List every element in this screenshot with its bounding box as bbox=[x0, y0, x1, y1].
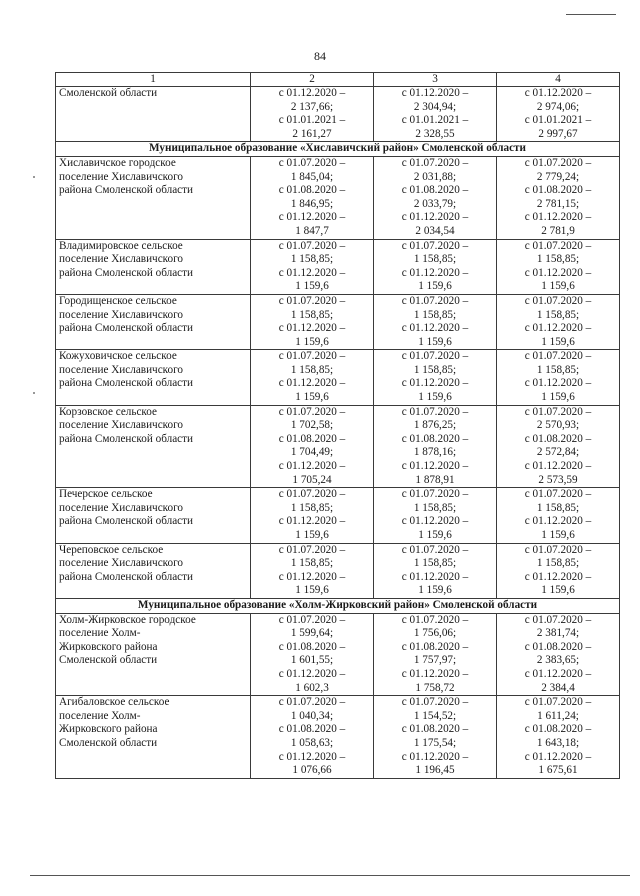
cell-line: 2 781,15; bbox=[536, 197, 580, 210]
cell-line: 1 705,24 bbox=[292, 473, 332, 486]
cell-line: 1 158,85; bbox=[536, 308, 580, 321]
cell-line: Смоленской области bbox=[59, 654, 158, 667]
cell-line: 2 031,88; bbox=[413, 170, 457, 183]
cell-line: района Смоленской области bbox=[59, 377, 194, 390]
cell-line: 1 757,97; bbox=[413, 654, 457, 667]
tariff-cell bbox=[497, 543, 620, 598]
cell-line: с 01.12.2020 – bbox=[401, 322, 469, 335]
cell-line: с 01.07.2020 – bbox=[524, 696, 592, 709]
cell-line: с 01.12.2020 – bbox=[524, 211, 592, 224]
cell-line: с 01.12.2020 – bbox=[278, 322, 346, 335]
cell-line: поселение Хиславичского bbox=[59, 557, 184, 570]
cell-line: 1 702,58; bbox=[290, 419, 334, 432]
cell-line: с 01.12.2020 – bbox=[278, 87, 346, 99]
bottom-rule bbox=[30, 875, 630, 876]
cell-line: с 01.07.2020 – bbox=[278, 294, 346, 307]
cell-line: с 01.12.2020 – bbox=[278, 460, 346, 473]
cell-line: района Смоленской области bbox=[59, 322, 194, 335]
cell-line: 2 570,93; bbox=[536, 419, 580, 432]
cell-line: Кожуховичское сельское bbox=[59, 350, 177, 363]
tariff-cell bbox=[497, 613, 620, 696]
tariff-cell bbox=[497, 87, 620, 142]
cell-line: с 01.08.2020 – bbox=[278, 432, 346, 445]
cell-line: с 01.07.2020 – bbox=[524, 239, 592, 252]
cell-line: 2 384,4 bbox=[541, 681, 575, 694]
cell-line: с 01.01.2021 – bbox=[401, 114, 469, 127]
cell-line: 1 602,3 bbox=[295, 681, 329, 694]
cell-line: с 01.12.2020 – bbox=[278, 667, 346, 680]
cell-line: 1 040,34; bbox=[290, 709, 334, 722]
settlement-name-cell bbox=[56, 405, 251, 488]
cell-line: 1 154,52; bbox=[413, 709, 457, 722]
settlement-name-cell bbox=[56, 488, 251, 543]
tariff-cell bbox=[497, 350, 620, 405]
cell-line: 1 159,6 bbox=[541, 280, 575, 293]
cell-line: с 01.12.2020 – bbox=[278, 570, 346, 583]
cell-line: с 01.07.2020 – bbox=[524, 613, 592, 626]
cell-line: с 01.08.2020 – bbox=[401, 723, 469, 736]
cell-line: 1 158,85; bbox=[413, 253, 457, 266]
cell-line: с 01.07.2020 – bbox=[524, 156, 592, 169]
tariff-cell bbox=[374, 488, 497, 543]
top-rule bbox=[566, 14, 616, 15]
cell-line: с 01.08.2020 – bbox=[278, 723, 346, 736]
cell-line: поселение Хиславичского bbox=[59, 253, 184, 266]
cell-line: с 01.12.2020 – bbox=[401, 211, 469, 224]
cell-line: с 01.12.2020 – bbox=[524, 322, 592, 335]
cell-line: 2 573,59 bbox=[538, 473, 578, 486]
section-title: Муниципальное образование «Холм-Жирковский район» Смоленской области bbox=[56, 598, 620, 613]
cell-line: 1 847,7 bbox=[295, 224, 329, 237]
cell-line: 1 158,85; bbox=[290, 363, 334, 376]
settlement-name-cell bbox=[56, 239, 251, 294]
section-header-row bbox=[56, 142, 620, 157]
cell-line: 2 781,9 bbox=[541, 224, 575, 237]
section-header-row bbox=[56, 598, 620, 613]
tariff-cell bbox=[251, 543, 374, 598]
cell-line: поселение Хиславичского bbox=[59, 308, 184, 321]
cell-line: с 01.12.2020 – bbox=[401, 266, 469, 279]
cell-line: Череповское сельское bbox=[59, 543, 164, 556]
cell-line: Холм-Жирковское городское bbox=[59, 613, 196, 626]
cell-line: с 01.07.2020 – bbox=[401, 294, 469, 307]
settlement-name-cell bbox=[56, 294, 251, 349]
margin-mark bbox=[33, 176, 35, 178]
cell-line: с 01.12.2020 – bbox=[278, 377, 346, 390]
cell-line: с 01.12.2020 – bbox=[278, 266, 346, 279]
tariff-cell bbox=[251, 613, 374, 696]
table-row bbox=[56, 156, 620, 239]
cell-line: с 01.12.2020 – bbox=[524, 377, 592, 390]
cell-line: с 01.12.2020 – bbox=[524, 570, 592, 583]
column-header: 2 bbox=[251, 73, 374, 87]
cell-line: с 01.07.2020 – bbox=[401, 488, 469, 501]
column-header: 4 bbox=[497, 73, 620, 87]
cell-line: Владимировское сельское bbox=[59, 239, 183, 252]
cell-line: с 01.08.2020 – bbox=[401, 640, 469, 653]
cell-line: района Смоленской области bbox=[59, 266, 194, 279]
cell-line: 1 159,6 bbox=[295, 529, 329, 541]
cell-line: с 01.07.2020 – bbox=[401, 543, 469, 556]
tariff-cell bbox=[497, 488, 620, 543]
cell-line: с 01.08.2020 – bbox=[278, 640, 346, 653]
cell-line: поселение Хиславичского bbox=[59, 363, 184, 376]
cell-line: с 01.12.2020 – bbox=[278, 211, 346, 224]
column-header: 3 bbox=[374, 73, 497, 87]
cell-line: района Смоленской области bbox=[59, 515, 194, 528]
cell-line: Хиславичское городское bbox=[59, 156, 176, 169]
cell-line: 1 611,24; bbox=[537, 709, 579, 722]
table-row bbox=[56, 488, 620, 543]
tariff-cell bbox=[251, 87, 374, 142]
settlement-name-cell bbox=[56, 543, 251, 598]
cell-line: с 01.07.2020 – bbox=[524, 350, 592, 363]
settlement-name-cell bbox=[56, 696, 251, 779]
cell-line: с 01.12.2020 – bbox=[401, 87, 469, 99]
tariff-cell bbox=[374, 239, 497, 294]
cell-line: с 01.12.2020 – bbox=[524, 87, 592, 99]
cell-line: с 01.12.2020 – bbox=[278, 515, 346, 528]
cell-line: 1 159,6 bbox=[295, 584, 329, 597]
cell-line: с 01.07.2020 – bbox=[524, 543, 592, 556]
cell-line: с 01.07.2020 – bbox=[401, 156, 469, 169]
cell-line: Жирковского района bbox=[59, 640, 158, 653]
cell-line: с 01.12.2020 – bbox=[401, 667, 469, 680]
cell-line: 1 159,6 bbox=[418, 584, 452, 597]
margin-mark bbox=[33, 392, 35, 394]
cell-line: с 01.12.2020 – bbox=[524, 460, 592, 473]
cell-line: с 01.12.2020 – bbox=[278, 750, 346, 763]
cell-line: с 01.12.2020 – bbox=[524, 750, 592, 763]
cell-line: 1 158,85; bbox=[290, 308, 334, 321]
cell-line: 1 159,6 bbox=[418, 280, 452, 293]
tariff-cell bbox=[374, 87, 497, 142]
cell-line: с 01.07.2020 – bbox=[401, 405, 469, 418]
cell-line: поселение Хиславичского bbox=[59, 419, 184, 432]
cell-line: 1 158,85; bbox=[413, 501, 457, 514]
cell-line: 1 158,85; bbox=[536, 363, 580, 376]
cell-line: 1 159,6 bbox=[418, 529, 452, 541]
settlement-name-cell bbox=[56, 350, 251, 405]
cell-line: 1 601,55; bbox=[290, 654, 334, 667]
cell-line: 1 159,6 bbox=[541, 335, 575, 348]
cell-line: Городищенское сельское bbox=[59, 294, 177, 307]
tariff-cell bbox=[497, 294, 620, 349]
cell-line: с 01.07.2020 – bbox=[401, 613, 469, 626]
tariff-cell bbox=[497, 405, 620, 488]
cell-line: 2 034,54 bbox=[415, 224, 455, 237]
settlement-name-cell bbox=[56, 613, 251, 696]
cell-line: 1 158,85; bbox=[536, 253, 580, 266]
cell-line: поселение Холм- bbox=[59, 709, 141, 722]
cell-line: с 01.07.2020 – bbox=[524, 294, 592, 307]
cell-line: с 01.12.2020 – bbox=[524, 667, 592, 680]
cell-line: 2 033,79; bbox=[413, 197, 457, 210]
cell-line: 1 878,91 bbox=[415, 473, 455, 486]
cell-line: с 01.08.2020 – bbox=[524, 184, 592, 197]
cell-line: 2 974,06; bbox=[536, 100, 580, 113]
cell-line: 1 159,6 bbox=[418, 391, 452, 404]
cell-line: с 01.07.2020 – bbox=[278, 543, 346, 556]
tariff-cell bbox=[251, 488, 374, 543]
tariff-cell bbox=[251, 696, 374, 779]
cell-line: с 01.01.2021 – bbox=[278, 114, 346, 127]
table-row bbox=[56, 294, 620, 349]
tariff-cell bbox=[251, 156, 374, 239]
section-title: Муниципальное образование «Хиславичский район» Смоленской области bbox=[56, 142, 620, 157]
cell-line: 2 779,24; bbox=[536, 170, 580, 183]
cell-line: с 01.12.2020 – bbox=[524, 515, 592, 528]
cell-line: с 01.08.2020 – bbox=[524, 432, 592, 445]
cell-line: с 01.07.2020 – bbox=[278, 350, 346, 363]
cell-line: Агибаловское сельское bbox=[59, 696, 170, 709]
cell-line: с 01.08.2020 – bbox=[524, 640, 592, 653]
cell-line: с 01.08.2020 – bbox=[278, 184, 346, 197]
tariff-cell bbox=[374, 696, 497, 779]
cell-line: 2 383,65; bbox=[536, 654, 580, 667]
cell-line: 1 876,25; bbox=[413, 419, 457, 432]
cell-line: с 01.01.2021 – bbox=[524, 114, 592, 127]
cell-line: 2 328,55 bbox=[415, 127, 455, 140]
settlement-name-cell bbox=[56, 87, 251, 142]
cell-line: 1 599,64; bbox=[290, 627, 334, 640]
tariff-cell bbox=[251, 350, 374, 405]
cell-line: с 01.07.2020 – bbox=[278, 405, 346, 418]
cell-line: с 01.07.2020 – bbox=[401, 350, 469, 363]
cell-line: 1 704,49; bbox=[290, 446, 334, 459]
tariff-cell bbox=[251, 239, 374, 294]
cell-line: с 01.07.2020 – bbox=[524, 488, 592, 501]
tariff-cell bbox=[374, 156, 497, 239]
tariff-cell bbox=[374, 613, 497, 696]
cell-line: поселение Хиславичского bbox=[59, 501, 184, 514]
cell-line: с 01.07.2020 – bbox=[278, 156, 346, 169]
cell-line: 2 161,27 bbox=[292, 127, 332, 140]
cell-line: с 01.07.2020 – bbox=[401, 239, 469, 252]
cell-line: 1 845,04; bbox=[290, 170, 334, 183]
cell-line: с 01.12.2020 – bbox=[401, 750, 469, 763]
cell-line: 1 159,6 bbox=[541, 584, 575, 597]
cell-line: с 01.07.2020 – bbox=[278, 696, 346, 709]
tariff-cell bbox=[497, 696, 620, 779]
cell-line: 1 846,95; bbox=[290, 197, 334, 210]
table-row bbox=[56, 543, 620, 598]
table-body bbox=[56, 87, 620, 779]
cell-line: с 01.12.2020 – bbox=[524, 266, 592, 279]
cell-line: 1 158,85; bbox=[290, 253, 334, 266]
table-row bbox=[56, 405, 620, 488]
cell-line: района Смоленской области bbox=[59, 184, 194, 197]
cell-line: 1 158,85; bbox=[413, 363, 457, 376]
cell-line: 1 878,16; bbox=[413, 446, 457, 459]
cell-line: 2 304,94; bbox=[413, 100, 457, 113]
settlement-name-cell bbox=[56, 156, 251, 239]
cell-line: Жирковского района bbox=[59, 723, 158, 736]
cell-line: 1 158,85; bbox=[290, 501, 334, 514]
cell-line: Смоленской области bbox=[59, 87, 158, 99]
cell-line: 1 758,72 bbox=[415, 681, 455, 694]
cell-line: 1 159,6 bbox=[295, 280, 329, 293]
cell-line: 1 158,85; bbox=[413, 557, 457, 570]
cell-line: Смоленской области bbox=[59, 736, 158, 749]
table-row bbox=[56, 696, 620, 779]
cell-line: с 01.07.2020 – bbox=[524, 405, 592, 418]
cell-line: с 01.08.2020 – bbox=[401, 432, 469, 445]
cell-line: 1 159,6 bbox=[418, 335, 452, 348]
cell-line: с 01.12.2020 – bbox=[401, 570, 469, 583]
cell-line: с 01.12.2020 – bbox=[401, 460, 469, 473]
cell-line: 1 159,6 bbox=[541, 391, 575, 404]
cell-line: с 01.08.2020 – bbox=[524, 723, 592, 736]
table-row bbox=[56, 613, 620, 696]
cell-line: 2 137,66; bbox=[290, 100, 334, 113]
cell-line: 1 196,45 bbox=[415, 764, 455, 777]
table-row bbox=[56, 87, 620, 142]
cell-line: 1 158,85; bbox=[536, 557, 580, 570]
cell-line: района Смоленской области bbox=[59, 570, 194, 583]
cell-line: 1 058,63; bbox=[290, 736, 334, 749]
tariff-cell bbox=[251, 294, 374, 349]
tariff-cell bbox=[251, 405, 374, 488]
header-row bbox=[56, 73, 620, 87]
page-number: 84 bbox=[314, 49, 326, 63]
cell-line: 1 076,66 bbox=[292, 764, 332, 777]
cell-line: с 01.12.2020 – bbox=[401, 515, 469, 528]
cell-line: поселение Хиславичского bbox=[59, 170, 184, 183]
cell-line: 1 159,6 bbox=[541, 529, 575, 541]
cell-line: с 01.08.2020 – bbox=[401, 184, 469, 197]
cell-line: 1 159,6 bbox=[295, 391, 329, 404]
column-header: 1 bbox=[56, 73, 251, 87]
cell-line: с 01.07.2020 – bbox=[401, 696, 469, 709]
cell-line: 1 159,6 bbox=[295, 335, 329, 348]
cell-line: 2 997,67 bbox=[538, 127, 578, 140]
tariff-cell bbox=[374, 350, 497, 405]
cell-line: 1 675,61 bbox=[538, 764, 578, 777]
cell-line: 2 381,74; bbox=[536, 627, 580, 640]
cell-line: 1 756,06; bbox=[413, 627, 457, 640]
cell-line: 1 175,54; bbox=[413, 736, 457, 749]
tariff-cell bbox=[497, 239, 620, 294]
table-row bbox=[56, 350, 620, 405]
cell-line: поселение Холм- bbox=[59, 627, 141, 640]
cell-line: с 01.07.2020 – bbox=[278, 239, 346, 252]
cell-line: Печерское сельское bbox=[59, 488, 153, 501]
tariff-cell bbox=[374, 543, 497, 598]
cell-line: с 01.07.2020 – bbox=[278, 613, 346, 626]
table-row bbox=[56, 239, 620, 294]
cell-line: района Смоленской области bbox=[59, 432, 194, 445]
cell-line: с 01.07.2020 – bbox=[278, 488, 346, 501]
cell-line: 2 572,84; bbox=[536, 446, 580, 459]
cell-line: Корзовское сельское bbox=[59, 405, 157, 418]
tariff-cell bbox=[374, 405, 497, 488]
cell-line: с 01.12.2020 – bbox=[401, 377, 469, 390]
tariff-table bbox=[55, 72, 620, 779]
tariff-cell bbox=[374, 294, 497, 349]
tariff-cell bbox=[497, 156, 620, 239]
cell-line: 1 643,18; bbox=[536, 736, 580, 749]
cell-line: 1 158,85; bbox=[413, 308, 457, 321]
cell-line: 1 158,85; bbox=[290, 557, 334, 570]
cell-line: 1 158,85; bbox=[536, 501, 580, 514]
